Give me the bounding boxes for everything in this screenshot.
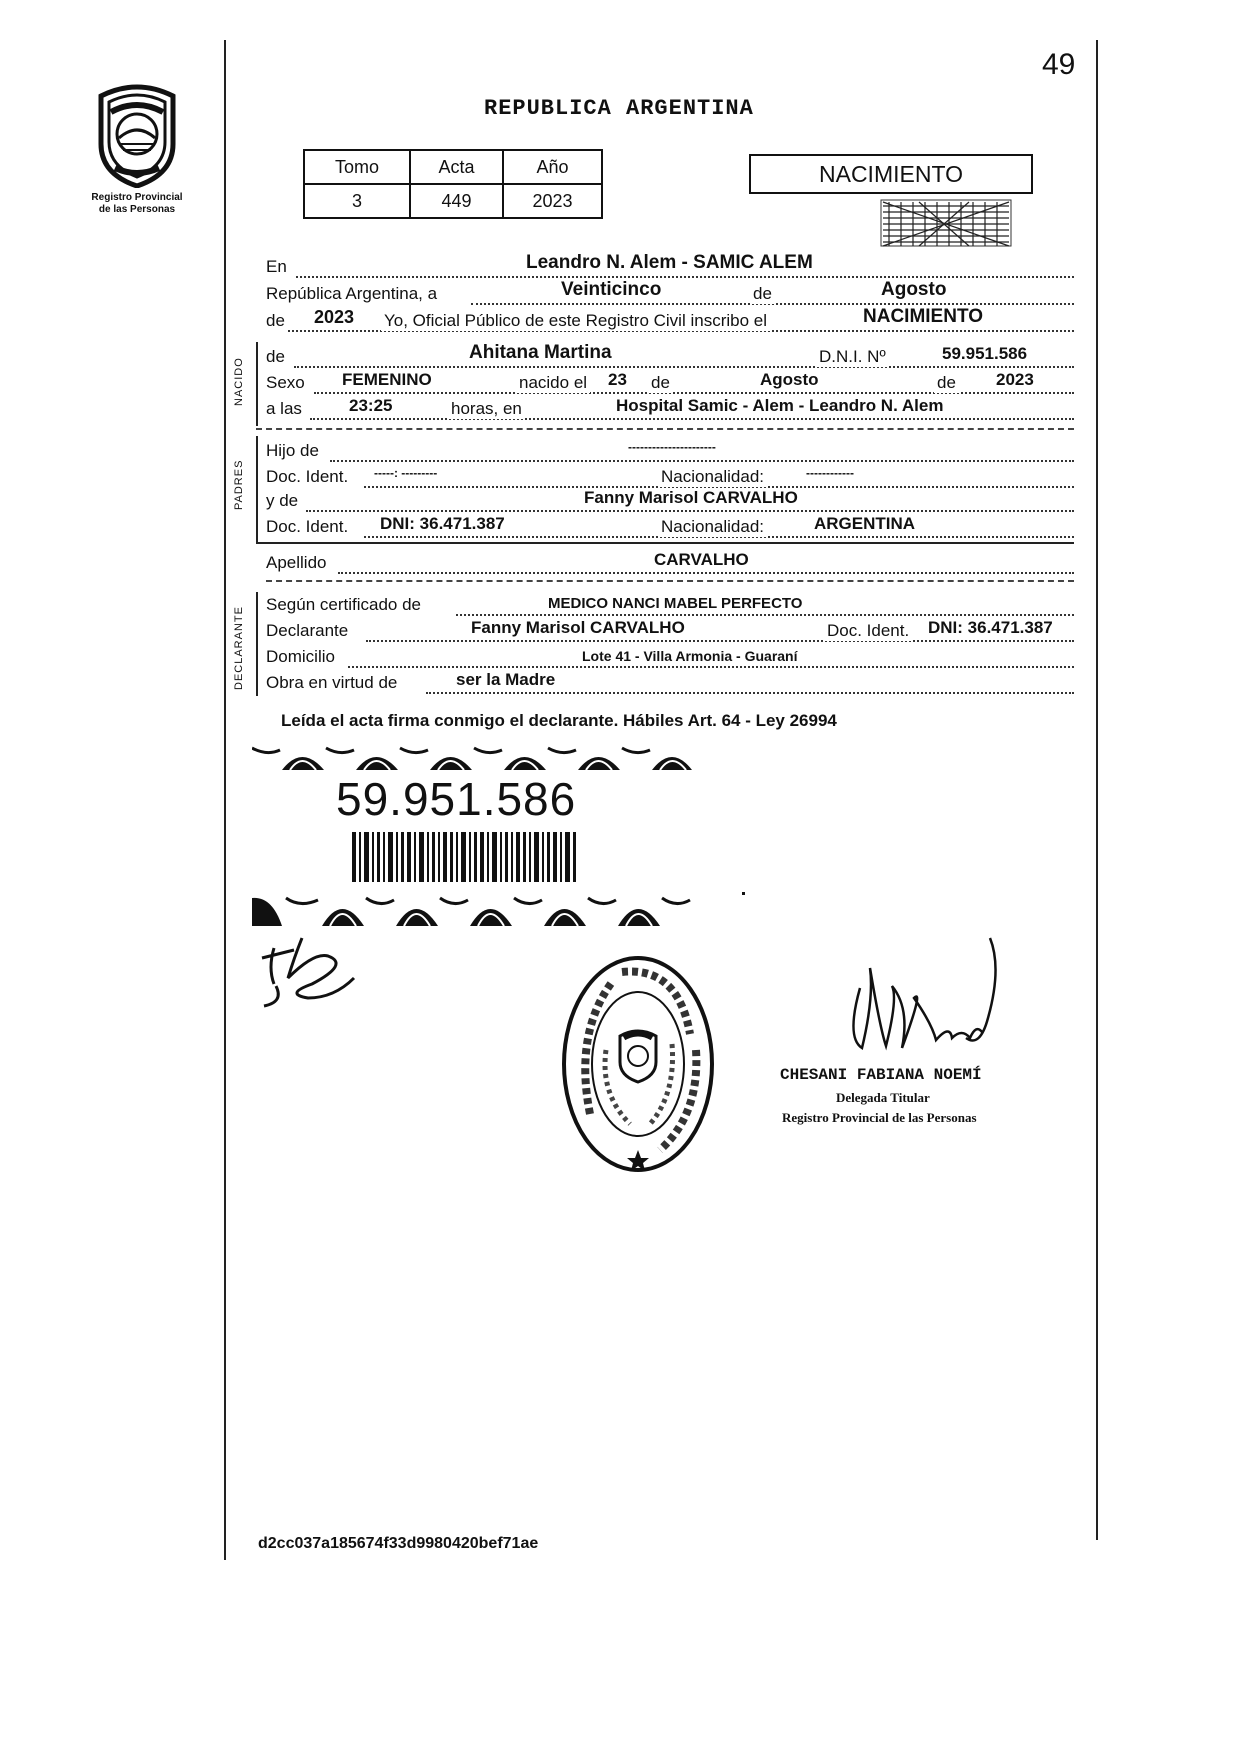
value-month: Agosto xyxy=(881,279,947,300)
label-father-doc: Doc. Ident. xyxy=(266,467,349,486)
label-mother-nat: Nacionalidad: xyxy=(658,517,767,537)
value-tomo: 3 xyxy=(304,184,410,218)
label-en: En xyxy=(266,257,287,276)
section-divider xyxy=(256,428,1074,430)
label-a-las: a las xyxy=(266,399,302,418)
label-obra: Obra en virtud de xyxy=(266,673,398,692)
security-pattern-top-icon xyxy=(252,742,692,772)
line-child-name xyxy=(266,342,1074,370)
line-certificate xyxy=(266,594,1074,618)
value-declarant-doc: DNI: 36.471.387 xyxy=(928,618,1053,637)
side-label-nacido: NACIDO xyxy=(233,357,245,406)
officer-title: Delegada Titular xyxy=(836,1090,930,1105)
label-year-de: de xyxy=(266,311,285,330)
registry-logo xyxy=(72,82,202,216)
value-birth-month: Agosto xyxy=(760,370,819,389)
value-mother-name: Fanny Marisol CARVALHO xyxy=(584,488,798,507)
side-label-declarante: DECLARANTE xyxy=(233,606,245,690)
officer-signature-icon xyxy=(840,928,1020,1068)
label-y-de: y de xyxy=(266,491,299,510)
line-capacity xyxy=(266,672,1074,696)
value-father-name: ---------------------- xyxy=(628,440,716,454)
label-declarante: Declarante xyxy=(266,621,349,640)
label-birth-de: de xyxy=(648,373,673,393)
label-domicilio: Domicilio xyxy=(266,647,335,666)
value-birth-time: 23:25 xyxy=(349,396,393,415)
registry-header-row xyxy=(304,150,602,184)
label-mother-doc: Doc. Ident. xyxy=(266,517,349,536)
record-type-box: NACIMIENTO xyxy=(749,154,1033,194)
value-mother-nat: ARGENTINA xyxy=(814,514,916,533)
value-declarant: Fanny Marisol CARVALHO xyxy=(471,618,685,637)
officer-name: CHESANI FABIANA NOEMÍ xyxy=(780,1066,982,1084)
label-child-de: de xyxy=(266,347,285,366)
side-label-padres: PADRES xyxy=(233,459,245,510)
left-margin-line xyxy=(224,40,226,1560)
country-title: REPUBLICA ARGENTINA xyxy=(484,96,754,121)
line-sex-birth xyxy=(266,372,1074,396)
padres-bracket xyxy=(256,436,258,542)
value-address: Lote 41 - Villa Armonia - Guaraní xyxy=(582,648,798,664)
nacido-bracket xyxy=(256,342,258,426)
label-de-month: de xyxy=(753,284,772,303)
line-en xyxy=(266,252,1074,280)
logo-caption-line2: de las Personas xyxy=(98,204,176,215)
padres-divider xyxy=(256,542,1074,544)
value-day-words: Veinticinco xyxy=(561,279,662,300)
value-en: Leandro N. Alem - SAMIC ALEM xyxy=(526,252,813,273)
barcode-icon xyxy=(352,832,578,882)
label-father-nat: Nacionalidad: xyxy=(658,467,767,487)
officer-organization: Registro Provincial de las Personas xyxy=(782,1110,977,1125)
header-ano: Año xyxy=(503,150,602,184)
value-capacity: ser la Madre xyxy=(456,670,556,689)
line-republica xyxy=(266,279,1074,307)
line-surname xyxy=(266,552,1074,576)
label-nacido-el: nacido el xyxy=(516,373,590,393)
right-margin-line xyxy=(1096,40,1098,1540)
declarante-bracket xyxy=(256,592,258,696)
declarant-signature-icon xyxy=(254,928,364,1010)
official-seal-icon xyxy=(560,954,716,1174)
line-mother-doc xyxy=(266,516,1074,540)
value-inscription-type: NACIMIENTO xyxy=(863,306,983,327)
value-father-nat: ------------ xyxy=(806,466,854,480)
value-year: 2023 xyxy=(314,307,355,327)
label-dni: D.N.I. Nº xyxy=(816,347,889,367)
value-child-dni: 59.951.586 xyxy=(942,344,1028,363)
official-text: Yo, Oficial Público de este Registro Civil inscribo el xyxy=(381,311,770,331)
value-father-doc: -----: --------- xyxy=(374,466,438,480)
label-apellido: Apellido xyxy=(266,553,327,572)
small-dot xyxy=(742,892,745,895)
header-tomo: Tomo xyxy=(304,150,410,184)
line-year xyxy=(266,306,1074,334)
surname-divider xyxy=(266,580,1074,582)
label-birth-de2: de xyxy=(934,373,959,393)
header-acta: Acta xyxy=(410,150,503,184)
document-hash: d2cc037a185674f33d9980420bef71ae xyxy=(258,1535,539,1552)
value-child-name: Ahitana Martina xyxy=(469,342,612,363)
label-hijo-de: Hijo de xyxy=(266,441,319,460)
value-birth-place: Hospital Samic - Alem - Leandro N. Alem xyxy=(616,396,944,415)
line-father-doc xyxy=(266,466,1074,490)
logo-caption-line1: Registro Provincial xyxy=(91,192,183,203)
scribble-stamp-icon xyxy=(879,198,1013,248)
value-acta: 449 xyxy=(410,184,503,218)
value-certificate: MEDICO NANCI MABEL PERFECTO xyxy=(548,595,803,612)
line-birth-time xyxy=(266,398,1074,422)
label-horas: horas, en xyxy=(448,399,525,419)
label-certificado: Según certificado de xyxy=(266,595,421,614)
line-address xyxy=(266,646,1074,670)
value-mother-doc: DNI: 36.471.387 xyxy=(380,514,505,533)
value-surname: CARVALHO xyxy=(654,550,749,569)
label-sexo: Sexo xyxy=(266,373,305,392)
registry-table xyxy=(303,149,603,219)
security-pattern-bottom-icon xyxy=(252,888,692,928)
line-father xyxy=(266,440,1074,464)
value-birth-day: 23 xyxy=(608,370,627,389)
registry-value-row xyxy=(304,184,602,218)
label-republica: República Argentina, a xyxy=(266,284,438,303)
value-sex: FEMENINO xyxy=(342,370,432,389)
value-birth-year: 2023 xyxy=(996,370,1034,389)
line-mother xyxy=(266,490,1074,514)
line-declarant xyxy=(266,620,1074,644)
closing-statement: Leída el acta firma conmigo el declarante. Hábiles Art. 64 - Ley 26994 xyxy=(281,711,837,730)
label-decl-doc: Doc. Ident. xyxy=(824,621,912,641)
page-number: 49 xyxy=(1042,48,1076,81)
dni-large-number: 59.951.586 xyxy=(336,773,577,825)
value-ano: 2023 xyxy=(503,184,602,218)
misiones-shield-icon xyxy=(91,82,183,188)
